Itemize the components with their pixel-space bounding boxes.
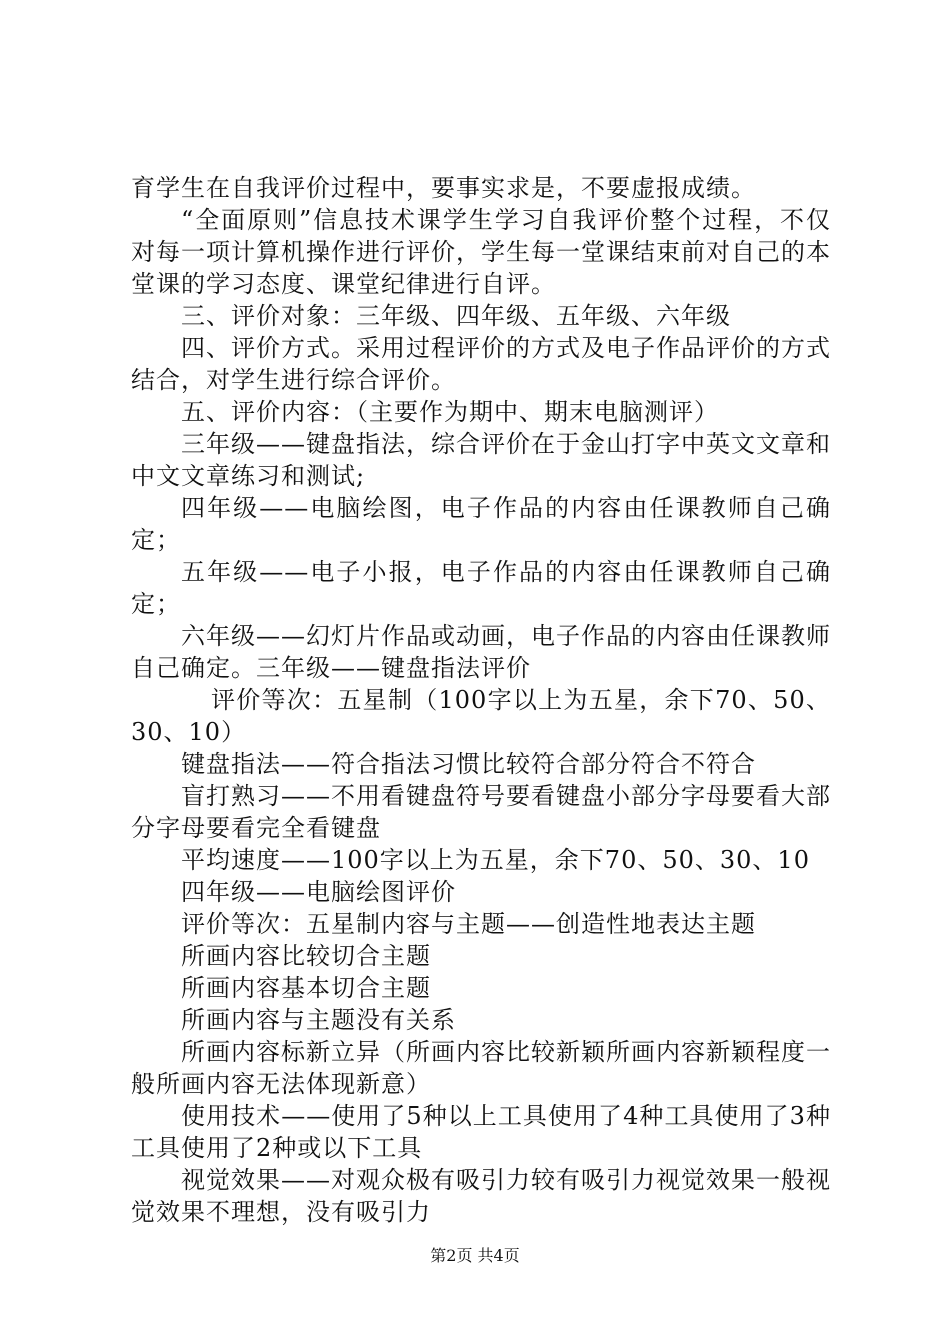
paragraph-14: 四年级——电脑绘图评价: [181, 878, 456, 906]
paragraph-7: 四年级——电脑绘图，电子作品的内容由任课教师自己确定；: [131, 494, 831, 554]
paragraph-4: 四、评价方式。采用过程评价的方式及电子作品评价的方式结合，对学生进行综合评价。: [131, 334, 831, 394]
paragraph-8: 五年级——电子小报，电子作品的内容由任课教师自己确定；: [131, 558, 831, 618]
paragraph-12: 盲打熟习——不用看键盘符号要看键盘小部分字母要看大部分字母要看完全看键盘: [131, 782, 831, 842]
paragraph-16: 所画内容比较切合主题: [181, 942, 431, 970]
paragraph-21: 视觉效果——对观众极有吸引力较有吸引力视觉效果一般视觉效果不理想，没有吸引力: [131, 1166, 831, 1226]
paragraph-2: “全面原则”信息技术课学生学习自我评价整个过程，不仅对每一项计算机操作进行评价，学生每一堂课结束前对自己的本堂课的学习态度、课堂纪律进行自评。: [131, 206, 831, 298]
paragraph-11: 键盘指法——符合指法习惯比较符合部分符合不符合: [181, 750, 756, 778]
paragraph-1: 育学生在自我评价过程中，要事实求是，不要虚报成绩。: [131, 174, 756, 202]
paragraph-5: 五、评价内容：（主要作为期中、期末电脑测评）: [181, 398, 719, 426]
paragraph-13: 平均速度——100字以上为五星，余下70、50、30、10: [181, 846, 810, 874]
paragraph-3: 三、评价对象：三年级、四年级、五年级、六年级: [181, 302, 731, 330]
paragraph-15: 评价等次：五星制内容与主题——创造性地表达主题: [181, 910, 756, 938]
paragraph-9: 六年级——幻灯片作品或动画，电子作品的内容由任课教师自己确定。三年级——键盘指法评价: [131, 622, 831, 682]
paragraph-17: 所画内容基本切合主题: [181, 974, 431, 1002]
paragraph-18: 所画内容与主题没有关系: [181, 1006, 456, 1034]
paragraph-19: 所画内容标新立异（所画内容比较新颖所画内容新颖程度一般所画内容无法体现新意）: [131, 1038, 831, 1098]
paragraph-6: 三年级——键盘指法，综合评价在于金山打字中英文文章和中文文章练习和测试;: [131, 430, 831, 490]
paragraph-10: 评价等次：五星制（100字以上为五星，余下70、50、30、10）: [131, 686, 831, 746]
page-number-footer: 第2页 共4页: [430, 1246, 520, 1265]
paragraph-20: 使用技术——使用了5种以上工具使用了4种工具使用了3种工具使用了2种或以下工具: [131, 1102, 831, 1162]
body-text: [131, 172, 831, 1228]
